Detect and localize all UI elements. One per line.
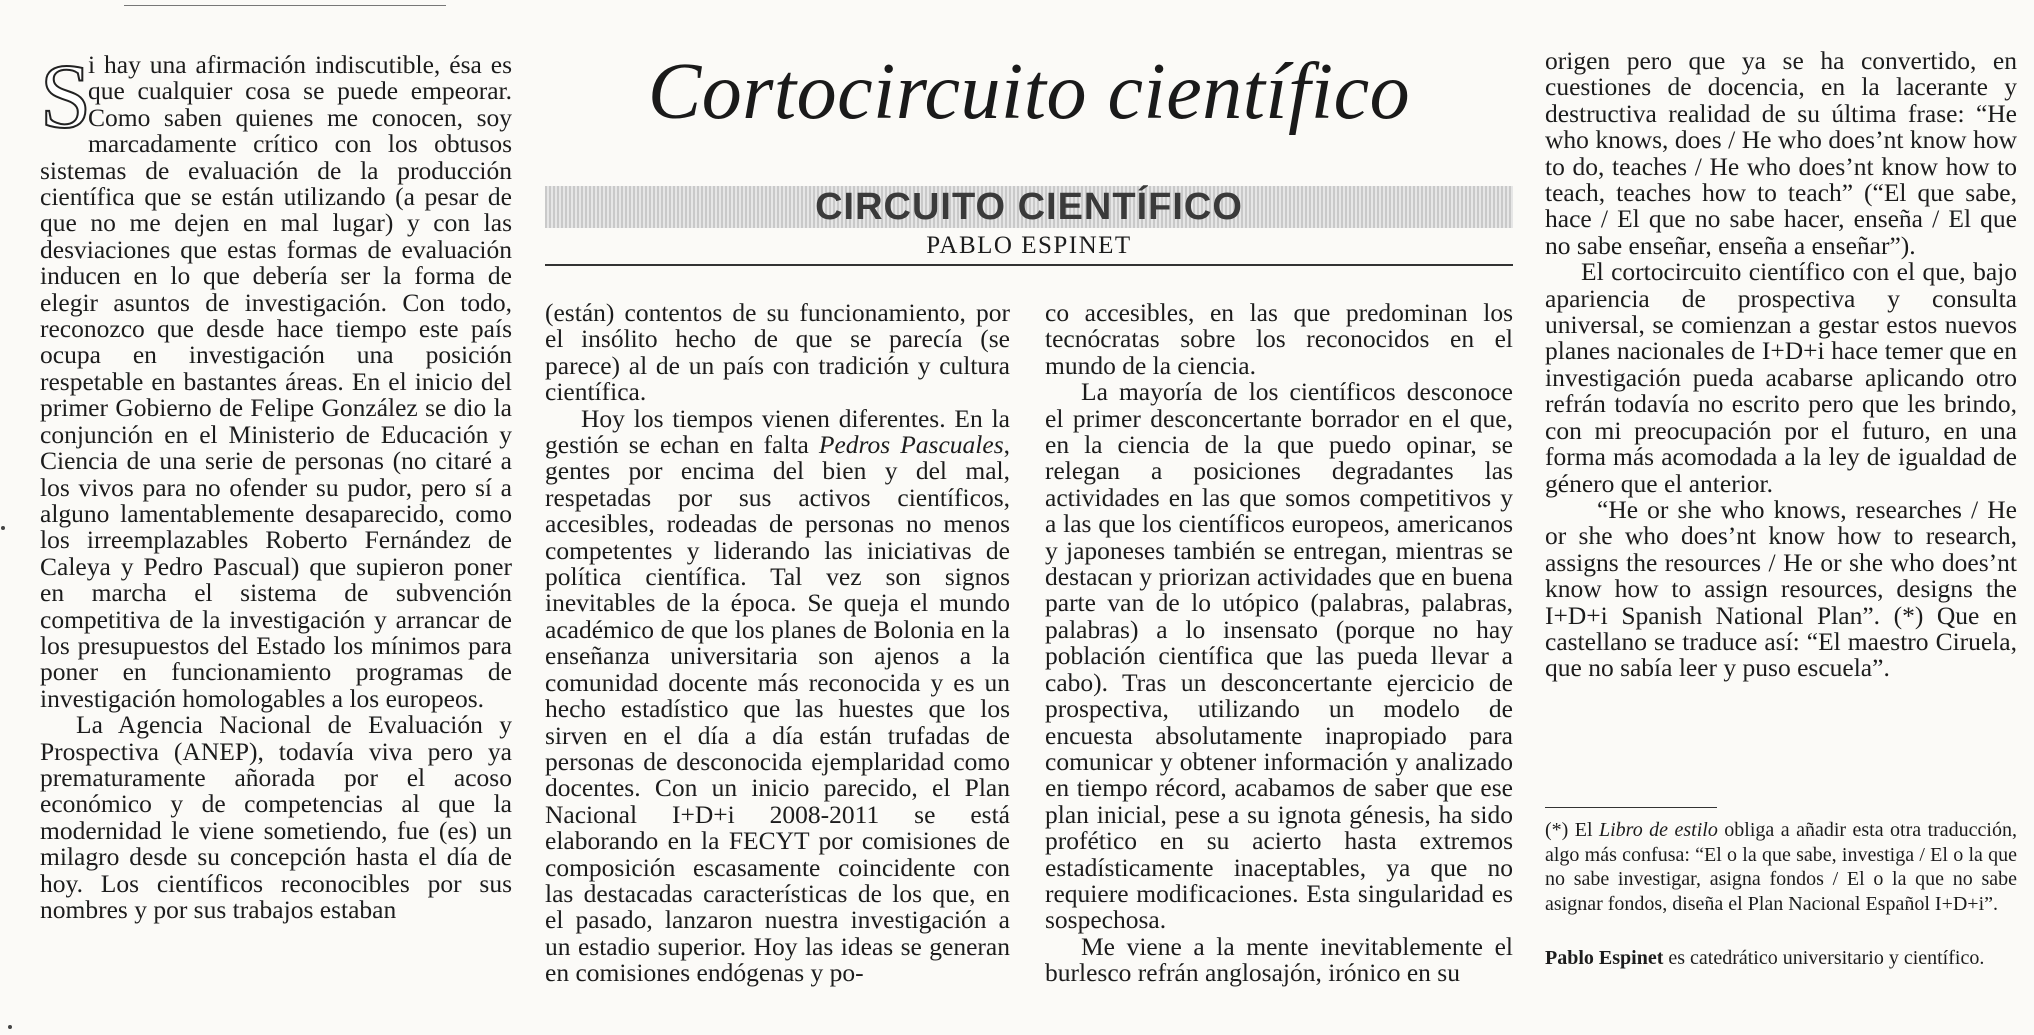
paragraph: El cortocircuito científico con el que, bajo apariencia de prospectiva y consulta universal, se comienzan a gestar estos nuevos planes nacionales de I+D+i hace temer que en investigación pueda acabarse aplicando otro refrán todavía no escrito pero que les brindo, con mi preocupación por el futuro, en una forma más acomodada a la ley de igualdad de género que el anterior. (1545, 257, 2017, 498)
margin-mark (8, 1025, 12, 1029)
footnote-rule (1545, 807, 1717, 808)
paragraph: “He or she who knows, researches / He or she who does’nt know how to research, assigns the resources / He or she who does’nt know how to assign resources, designs the I+D+i Spanish National Plan”. (*) Que en castellano se traduce así: “El maestro Ciruela, que no sabía leer y puso escuela”. (1545, 494, 2017, 683)
footnote (1545, 818, 2017, 916)
paragraph: co accesibles, en las que predominan los tecnócratas sobre los reconocidos en el mundo de la ciencia. (1045, 298, 1513, 380)
italic-phrase: Pedros Pascuales (818, 430, 1004, 460)
paragraph-text: , gentes por encima del bien y del mal, respetadas por sus activos científicos, accesibles, rodeadas de personas no menos competentes y liderando las iniciativas de política científica. Tal vez son signos inevitables de la época. Se queja el mundo académico de que los planes de Bolonia en la enseñanza universitaria son ajenos a la comunidad docente más reconocida y es un hecho estadístico que las huestes que los sirven en el día a día están trufadas de personas de desconocida ejemplaridad como docentes. Con un inicio parecido, el Plan Nacional I+D+i 2008-2011 se está elaborando en la FECYT por comisiones de composición escasamente coincidente con las destacadas características de los que, en el pasado, lanzaron nuestra investigación a un estadio superior. Hoy las ideas se generan en comisiones endógenas y po- (545, 430, 1010, 988)
author-bio (1545, 946, 2017, 971)
paragraph-text: i hay una afirmación indiscutible, ésa es que cualquier cosa se puede empeorar. Como saben quienes me conocen, soy marcadamente crítico con los obtusos sistemas de evaluación de la producción científica que se están utilizando (a pesar de que no me dejen en mal lugar) y con las desviaciones que estas formas de evaluación inducen en lo que debería ser la forma de elegir asuntos de investigación. Con todo, reconozco que desde hace tiempo este país ocupa en investigación una posición respetable en bastantes áreas. En el inicio del primer Gobierno de Felipe González se dio la conjunción en el Ministerio de Educación y Ciencia de una serie de personas (no citaré a los vivos para no ofender su pudor, pero sí a alguno lamentablemente desaparecido, como los irreemplazables Roberto Fernández de Caleya y Pedro Pascual) que supieron poner en marcha el sistema de subvención competitiva de la investigación y arrancar de los presupuestos del Estado los mínimos para poner en funcionamiento programas de investigación homologables a los europeos. (40, 50, 512, 713)
footnote-text: (*) El (1545, 819, 1593, 841)
paragraph (40, 45, 512, 713)
byline-rule (545, 264, 1513, 266)
drop-cap: S (40, 45, 92, 147)
article-column-4 (1545, 48, 2017, 682)
paragraph: (están) contentos de su funcionamiento, por el insólito hecho de que se parecía (se parece) al de un país con tradición y cultura científica. (545, 298, 1010, 407)
paragraph: La Agencia Nacional de Evaluación y Prospectiva (ANEP), todavía viva pero ya prematuramente añorada por el acoso económico y de competencias al que la modernidad le viene sometiendo, fue (es) un milagro desde su concepción hasta el día de hoy. Los científicos reconocibles por sus nombres y por sus trabajos estaban (40, 710, 512, 924)
author-name: Pablo Espinet (1545, 947, 1664, 969)
footnote-text: obliga a añadir esta otra traducción, algo más confusa: “El o la que sabe, investiga / El o la que no sabe investigar, asigna fondos / El o la que no sabe asignar fondos, diseña el Plan Nacional Español I+D+i”. (1545, 819, 2017, 915)
paragraph (545, 403, 1010, 988)
article-column-3 (1045, 300, 1513, 987)
author-byline: PABLO ESPINET (926, 232, 1132, 259)
paragraph-text: Hoy los tiempos vienen diferentes. En la gestión se echan en falta (545, 403, 1010, 460)
article-column-1 (40, 45, 512, 924)
paragraph: La mayoría de los científicos desconoce el primer desconcertante borrador en el que, en la ciencia de la que puedo opinar, se relegan a posiciones degradantes las actividades en las que somos competitivos y a las que los científicos europeos, americanos y japoneses también se entregan, mientras se destacan y priorizan actividades que en buena parte van de lo utópico (palabras, palabras, palabras) a lo insensato (porque no hay población científica que las pueda llevar a cabo). Tras un desconcertante ejercicio de prospectiva, utilizando un modelo de encuesta absolutamente inapropiado para comunicar y obtener información y analizado en tiempo récord, acabamos de saber que ese plan inicial, pese a su ignota génesis, ha sido profético en su acierto hasta extremos estadísticamente inaceptables, ya que no requiere modificaciones. Esta singularidad es sospechosa. (1045, 377, 1513, 935)
footnote-italic: Libro de estilo (1599, 819, 1718, 841)
paragraph: Me viene a la mente inevitablemente el burlesco refrán anglosajón, irónico en su (1045, 931, 1513, 988)
paragraph: origen pero que ya se ha convertido, en cuestiones de docencia, en la lacerante y destructiva realidad de su última frase: “He who knows, does / He who does’nt know how to do, teaches / He who does’nt know how to teach, teaches how to teach” (“El que sabe, hace / El que no sabe hacer, enseña / El que no sabe enseñar, enseña a enseñar”). (1545, 46, 2017, 260)
section-label: CIRCUITO CIENTÍFICO (815, 186, 1243, 228)
margin-mark (1, 526, 5, 530)
article-headline: Cortocircuito científico (647, 48, 1411, 136)
top-rule (124, 5, 446, 6)
article-column-2 (545, 300, 1010, 987)
author-bio-text: es catedrático universitario y científico. (1668, 947, 1985, 969)
